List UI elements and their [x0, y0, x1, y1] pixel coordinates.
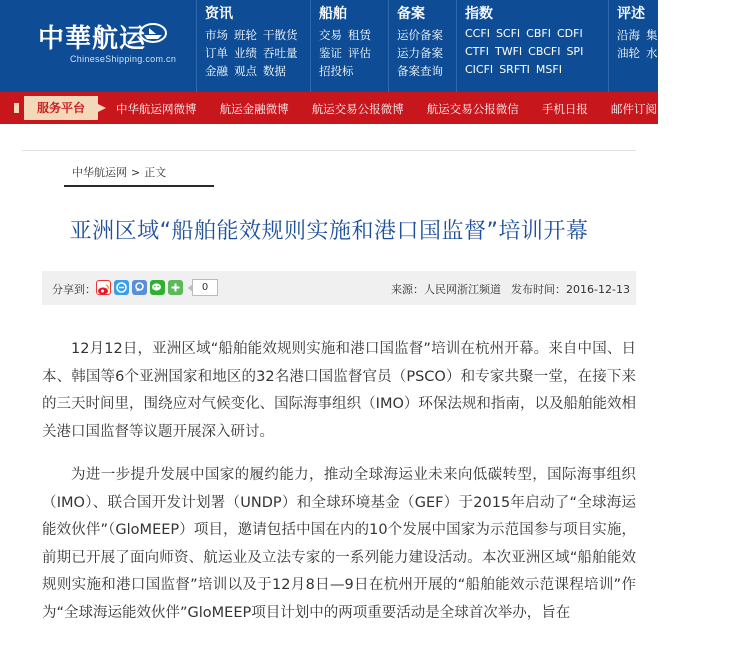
nav-link[interactable]: 运力备案 [397, 46, 443, 60]
site-logo[interactable] [0, 0, 196, 92]
article-paragraph: 12月12日，亚洲区域“船舶能效规则实施和港口国监督”培训在杭州开幕。来自中国、日本、韩国等6个亚洲国家和地区的32名港口国监督官员（PSCO）和专家共聚一堂，在接下来的三天时间里，围绕应对气候变化、国际海事组织（IMO）环保法规和指南，以及船舶能效相关港口国监督等议题开展深入研讨。 [42, 341, 636, 440]
nav-link[interactable]: 集 [646, 28, 658, 42]
service-platform-tag: 服务平台 [24, 96, 98, 120]
nav-row [465, 45, 589, 58]
nav-link[interactable]: 班轮 [234, 28, 257, 42]
nav-group-index [456, 0, 608, 92]
nav-row [617, 45, 664, 61]
nav-link[interactable]: CCFI [465, 27, 490, 40]
nav-link[interactable]: 订单 [205, 46, 228, 60]
nav-row [205, 63, 292, 79]
nav-head-news[interactable]: 资讯 [205, 6, 233, 22]
nav-link[interactable]: 干散货 [263, 28, 298, 42]
nav-group-filing [388, 0, 456, 92]
article-title: 亚洲区域“船舶能效规则实施和港口国监督”培训开幕 [69, 219, 589, 244]
nav-link[interactable]: CICFI [465, 63, 494, 76]
service-link[interactable]: 中华航运网微博 [116, 102, 197, 116]
article-source: 来源：人民网浙江频道 [391, 283, 502, 296]
nav-row [397, 27, 449, 43]
nav-link[interactable]: CTFI [465, 45, 489, 58]
weibo-share-icon[interactable] [96, 280, 111, 295]
nav-link[interactable]: 油轮 [617, 46, 640, 60]
nav-link[interactable]: SPI [566, 45, 584, 58]
site-header [0, 0, 658, 92]
nav-link[interactable]: 招投标 [319, 64, 354, 78]
nav-head-comment[interactable]: 评述 [617, 6, 645, 22]
service-links [116, 92, 733, 124]
tencent-weibo-share-icon[interactable] [132, 280, 147, 295]
nav-link[interactable]: 租赁 [348, 28, 371, 42]
nav-link[interactable]: MSFI [535, 63, 562, 76]
share-bar [42, 271, 636, 305]
article-body [42, 336, 636, 643]
nav-link[interactable]: 金融 [205, 64, 228, 78]
logo-en-text: ChineseShipping.com.cn [70, 54, 177, 64]
nav-link[interactable]: 备案查询 [397, 64, 443, 78]
nav-link[interactable]: TWFI [494, 45, 523, 58]
breadcrumb-trail [72, 164, 170, 180]
nav-link[interactable]: CBFI [526, 27, 551, 40]
nav-row [397, 45, 449, 61]
nav-link[interactable]: CBCFI [528, 45, 561, 58]
share-count: 0 [192, 279, 218, 296]
nav-link[interactable]: 鉴证 [319, 46, 342, 60]
nav-link[interactable]: 评估 [348, 46, 371, 60]
nav-group-ships [310, 0, 388, 92]
nav-link[interactable]: 观点 [234, 64, 257, 78]
breadcrumb-separator: > [131, 166, 141, 179]
nav-group-comment [608, 0, 658, 92]
service-link[interactable]: 航运交易公报微博 [311, 102, 404, 116]
article-publish-time: 发布时间：2016-12-13 [511, 283, 630, 296]
share-label: 分享到： [52, 283, 96, 296]
service-link[interactable]: 邮件订阅 [610, 102, 657, 116]
breadcrumb-underline [64, 185, 214, 187]
more-share-plus-icon[interactable] [168, 280, 183, 295]
nav-link[interactable]: 沿海 [617, 28, 640, 42]
service-link[interactable]: 航运交易公报微信 [426, 102, 519, 116]
nav-row [617, 27, 664, 43]
nav-head-filing[interactable]: 备案 [397, 6, 425, 22]
service-link[interactable]: 航运金融微博 [219, 102, 289, 116]
nav-row [205, 27, 304, 43]
nav-link[interactable]: 市场 [205, 28, 228, 42]
wechat-share-icon[interactable] [150, 280, 165, 295]
nav-row [319, 45, 377, 61]
nav-link[interactable]: SRFTI [499, 63, 530, 76]
nav-row [319, 27, 377, 43]
service-link[interactable]: 航运交 [680, 102, 715, 116]
nav-link[interactable]: 业绩 [234, 46, 257, 60]
article-meta [381, 281, 630, 297]
breadcrumb [22, 150, 636, 188]
nav-link[interactable]: CDFI [556, 27, 583, 40]
nav-head-index[interactable]: 指数 [465, 6, 493, 22]
service-link[interactable]: 手机日报 [541, 102, 588, 116]
logo-cn-text: 中華航运 [38, 24, 147, 54]
article-paragraph: 为进一步提升发展中国家的履约能力，推动全球海运业未来向低碳转型，国际海事组织（IMO）、联合国开发计划署（UNDP）和全球环境基金（GEF）于2015年启动了“全球海运能效伙伴”（GloMEEP）项目，邀请包括中国在内的10个发展中国家为示范国参与项目实施，前期已开展了面向师资、航运业及立法专家的一系列能力建设活动。本次亚洲区域“船舶能效规则实施和港口国监督”培训以及于12月8日—9日在杭州开展的“船舶能效示范课程培训”作为“全球海运能效伙伴”GloMEEP项目计划中的两项重要活动是全球首次举办，旨在 [42, 467, 636, 621]
nav-link[interactable]: 吞吐量 [263, 46, 298, 60]
nav-row [465, 27, 589, 40]
nav-row [397, 63, 449, 79]
nav-row [465, 63, 568, 76]
nav-link[interactable]: SCFI [495, 27, 521, 40]
ship-logo-icon [138, 22, 168, 44]
service-bar [0, 92, 715, 124]
nav-row [319, 63, 360, 79]
breadcrumb-home-link[interactable]: 中华航运网 [72, 166, 127, 179]
nav-link[interactable]: 水 [646, 46, 658, 60]
nav-link[interactable]: 数据 [263, 64, 286, 78]
breadcrumb-current: 正文 [144, 166, 167, 179]
qzone-share-icon[interactable] [114, 280, 129, 295]
nav-link[interactable]: 交易 [319, 28, 342, 42]
nav-row [205, 45, 304, 61]
nav-group-news [196, 0, 310, 92]
nav-head-ships[interactable]: 船舶 [319, 6, 347, 22]
nav-link[interactable]: 运价备案 [397, 28, 443, 42]
